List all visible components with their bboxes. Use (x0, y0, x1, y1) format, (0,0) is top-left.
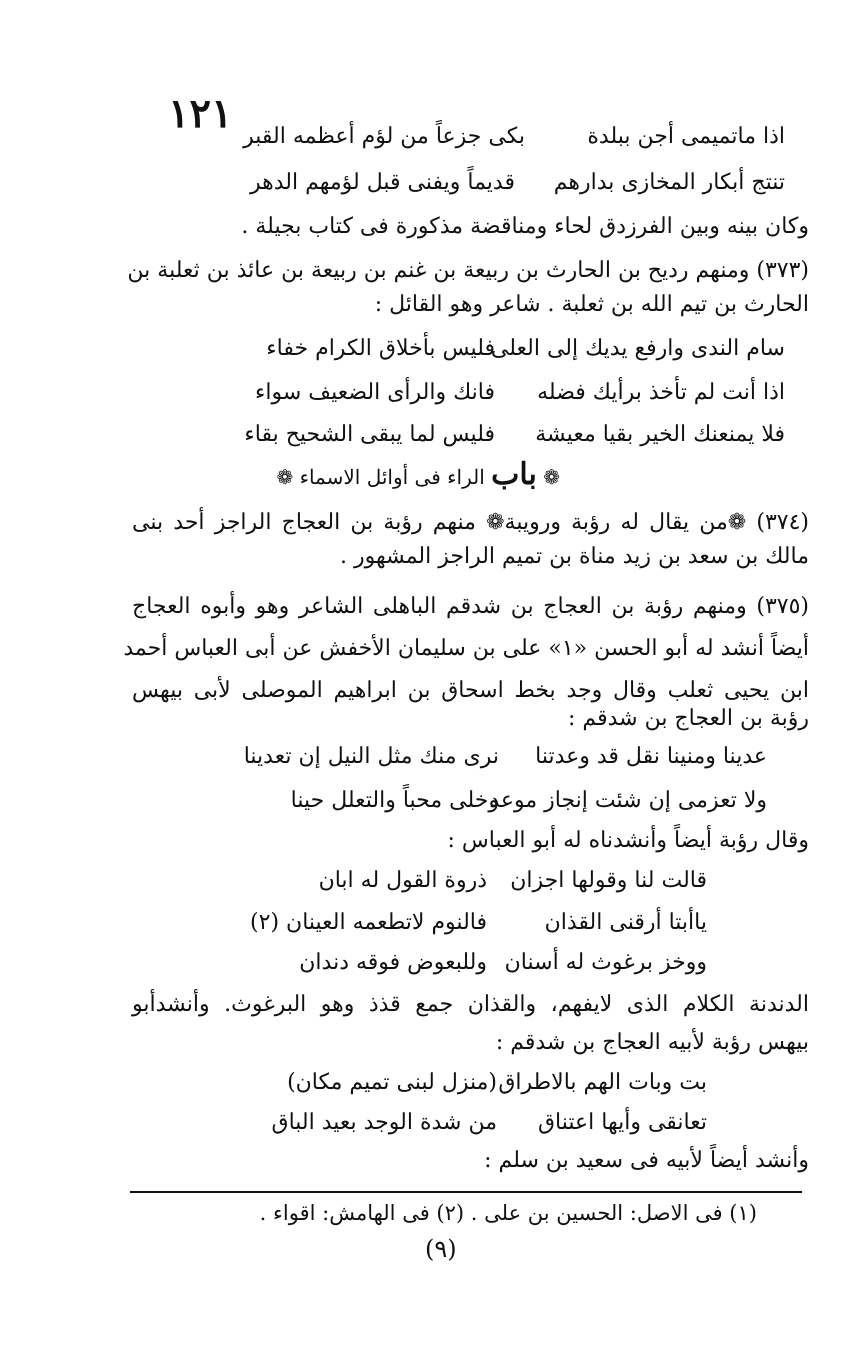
verse-hemistich: فلا يمنعنك الخير بقيا معيشة (535, 422, 785, 447)
footnote-divider (130, 1191, 802, 1193)
verse-hemistich: اذا أنت لم تأخذ برأيك فضله (537, 380, 785, 405)
verse-hemistich: وخلى محباً والتعلل حينا (290, 788, 499, 813)
verse-hemistich: اذا ماتميمى أجن ببلدة (587, 124, 785, 149)
verse-hemistich: فانك والرأى الضعيف سواء (255, 380, 495, 405)
verse-hemistich: سام الندى وارفع يديك إلى العلى (490, 336, 785, 361)
verse-hemistich: من شدة الوجد بعيد الباق (271, 1110, 497, 1135)
verse-line (287, 1068, 707, 1098)
verse-hemistich: فالنوم لاتطعمه العينان (٢) (250, 910, 487, 935)
paragraph-line: الدندنة الكلام الذى لايفهم، والقذان جمع قذذ وهو البرغوث. وأنشدأبو (132, 992, 809, 1017)
verse-hemistich: تنتج أبكار المخازى بدارهم (553, 170, 785, 195)
verse-hemistich: قديماً ويفنى قبل لؤمهم الدهر (250, 170, 515, 195)
chapter-heading (276, 457, 560, 492)
verse-hemistich: ووخز برغوث له أسنان (504, 950, 707, 975)
verse-hemistich: ذروة القول له ابان (318, 868, 487, 893)
verse-hemistich: ياأبتا أرقنى القذان (544, 910, 707, 935)
paragraph-line: الحارث بن تيم الله بن ثعلبة . شاعر وهو القائل : (374, 292, 809, 317)
chapter-heading-word: باب (491, 457, 537, 492)
paragraph-line: رؤبة بن العجاج بن شدقم : (568, 706, 809, 731)
ornament-icon: ❁ (543, 465, 560, 489)
signature-mark: (٩) (425, 1235, 457, 1263)
paragraph-line: (٣٧٤) ❁من يقال له رؤبة ورويبة❁ منهم رؤبة بن العجاج الراجز أحد بنى (132, 510, 809, 535)
paragraph-line: أيضاً أنشد له أبو الحسن «١» على بن سليمان الأخفش عن أبى العباس أحمد (123, 636, 809, 661)
verse-line (299, 948, 707, 978)
paragraph-line: ابن يحيى ثعلب وقال وجد بخط اسحاق بن ابراهيم الموصلى لأبى بيهس (132, 678, 809, 703)
ornament-icon: ❁ (276, 465, 294, 489)
verse-hemistich: بت وبات الهم بالاطراق (498, 1070, 707, 1095)
verse-hemistich: فليس لما يبقى الشحيح بقاء (244, 422, 495, 447)
verse-line (255, 378, 785, 408)
verse-line (266, 334, 785, 364)
verse-hemistich: قالت لنا وقولها اجزان (510, 868, 707, 893)
verse-line (272, 1108, 708, 1138)
verse-hemistich: ولا تعزمى إن شئت إنجاز موعد (489, 788, 767, 813)
verse-hemistich: فليس بأخلاق الكرام خفاء (266, 336, 495, 361)
paragraph-line: (٣٧٣) ومنهم رديح بن الحارث بن ربيعة بن غنم بن ربيعة بن عائذ بن ثعلبة بن (127, 258, 809, 283)
paragraph-line: وأنشد أيضاً لأبيه فى سعيد بن سلم : (484, 1148, 809, 1173)
verse-hemistich: (منزل لبنى تميم مكان) (287, 1070, 497, 1095)
paragraph-line: (٣٧٥) ومنهم رؤبة بن العجاج بن شدقم الباهلى الشاعر وهو وأبوه العجاج (132, 594, 809, 619)
paragraph-line: وكان بينه وبين الفرزدق لحاء ومناقضة مذكورة فى كتاب بجيلة . (241, 214, 809, 239)
paragraph-line: بيهس رؤبة لأبيه العجاج بن شدقم : (495, 1030, 809, 1055)
verse-line (244, 742, 767, 772)
footnote: (١) فى الاصل: الحسين بن على . (٢) فى الهامش: اقواء . (259, 1201, 757, 1225)
verse-line (243, 122, 785, 152)
verse-hemistich: تعانقى وأيها اعتناق (537, 1110, 707, 1135)
verse-line (250, 908, 707, 938)
verse-hemistich: عدينا ومنينا نقل قد وعدتنا (535, 744, 767, 769)
verse-line (250, 168, 785, 198)
chapter-heading-title: الراء فى أوائل الاسماء (299, 465, 485, 489)
verse-hemistich: وللبعوض فوقه دندان (299, 950, 487, 975)
verse-line (244, 420, 785, 450)
verse-hemistich: نرى منك مثل النيل إن تعدينا (243, 744, 499, 769)
paragraph-line: وقال رؤبة أيضاً وأنشدناه له أبو العباس : (447, 828, 809, 853)
page-number: ١٢١ (168, 90, 233, 137)
verse-line (319, 866, 707, 896)
verse-line (291, 786, 767, 816)
paragraph-line: مالك بن سعد بن زيد مناة بن تميم الراجز المشهور . (339, 544, 809, 569)
verse-hemistich: بكى جزعاً من لؤم أعظمه القبر (243, 124, 525, 149)
